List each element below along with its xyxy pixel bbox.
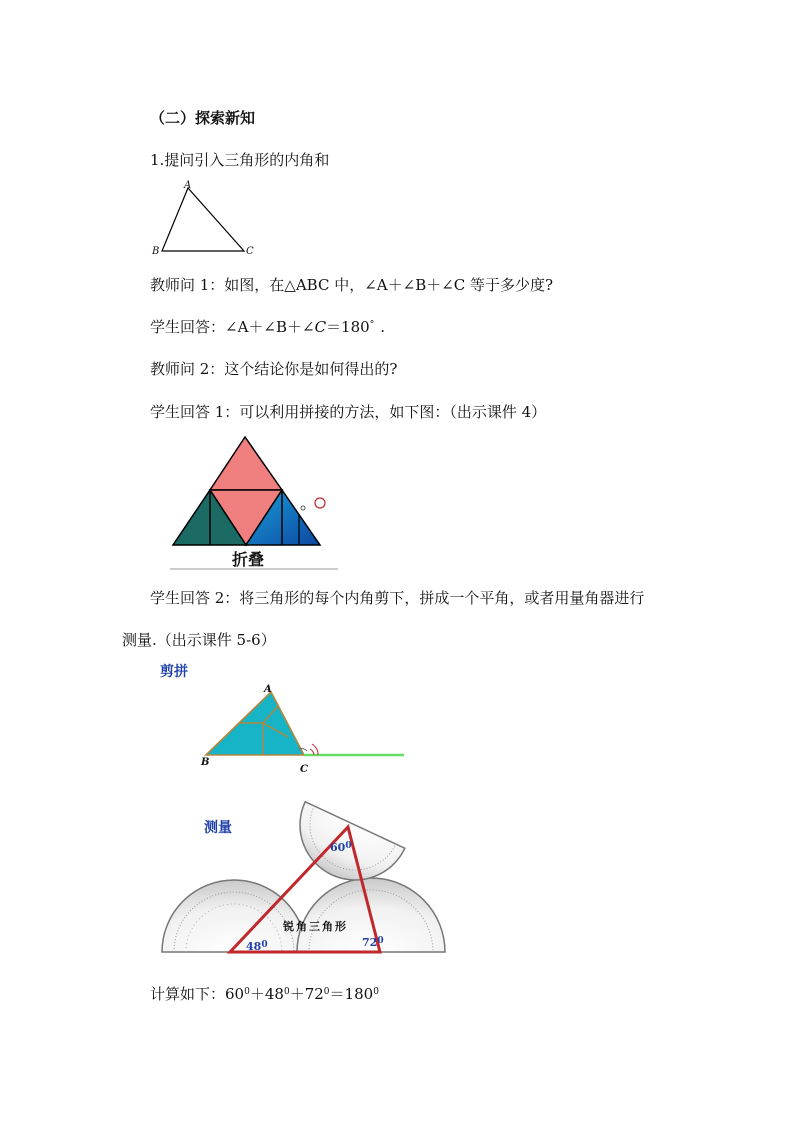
teacher-question-1: 教师问 1：如图，在△ABC 中，∠A＋∠B＋∠C 等于多少度?: [150, 276, 554, 294]
calc-a-sup: 0: [244, 987, 250, 997]
cut-label-a: A: [264, 684, 272, 695]
student-answer-1: 学生回答 1：可以利用拼接的方法，如下图：（出示课件 4）: [150, 403, 547, 421]
angle-right-degree: 0: [377, 936, 384, 946]
section-title: （二）探索新知: [150, 109, 256, 127]
teacher-question-2: 教师问 2：这个结论你是如何得出的?: [150, 360, 398, 378]
calc-result: 180: [344, 985, 374, 1003]
student-answer: [150, 317, 385, 337]
protractor-left: [162, 880, 306, 952]
cut-label-b: B: [201, 757, 210, 768]
angle-right-value: 72: [362, 936, 378, 949]
angle-top-value: 60: [330, 841, 346, 854]
calc-c: 72: [304, 985, 324, 1003]
angle-left-value: 48: [246, 940, 262, 953]
angle-top-label: [330, 838, 352, 858]
angle-top-degree: 0: [345, 841, 352, 851]
calc-prefix: 计算如下：: [150, 985, 226, 1003]
calc-result-sup: 0: [373, 987, 379, 997]
triangle-label-a: A: [184, 180, 192, 191]
angle-right-label: [362, 933, 384, 953]
student-answer-c: C: [314, 318, 327, 336]
student-answer-2-line1: 学生回答 2：将三角形的每个内角剪下，拼成一个平角，或者用量角器进行: [150, 589, 645, 607]
calc-b: 48: [264, 985, 284, 1003]
calc-c-sup: 0: [323, 987, 330, 997]
calculation-line: 计算如下：$60^0+48^0+72^0=180^0$: [150, 985, 379, 1003]
student-answer-prefix: 学生回答：∠A＋∠B＋∠: [150, 318, 315, 336]
acute-triangle-label: 锐角三角形: [283, 920, 348, 933]
student-answer-2-line2: 测量.（出示课件 5-6）: [122, 631, 276, 649]
triangle-label-c: C: [246, 246, 254, 257]
calc-a: 60: [225, 985, 245, 1003]
cut-join-figure: [196, 682, 416, 777]
calc-b-sup: 0: [283, 987, 290, 997]
angle-left-degree: 0: [261, 940, 268, 950]
measure-title: 测量: [204, 820, 232, 836]
student-answer-end: .: [380, 318, 385, 336]
cut-label-c: C: [300, 764, 308, 775]
triangle-label-b: B: [152, 246, 160, 257]
student-answer-degree: °: [369, 320, 375, 330]
measure-figure: [150, 780, 460, 965]
student-answer-mid: ＝180: [326, 318, 370, 336]
fold-caption: 折叠: [232, 550, 265, 569]
cut-join-title: 剪拼: [160, 664, 188, 680]
item-1-heading: 1.提问引入三角形的内角和: [150, 151, 330, 169]
angle-left-label: [246, 937, 268, 957]
